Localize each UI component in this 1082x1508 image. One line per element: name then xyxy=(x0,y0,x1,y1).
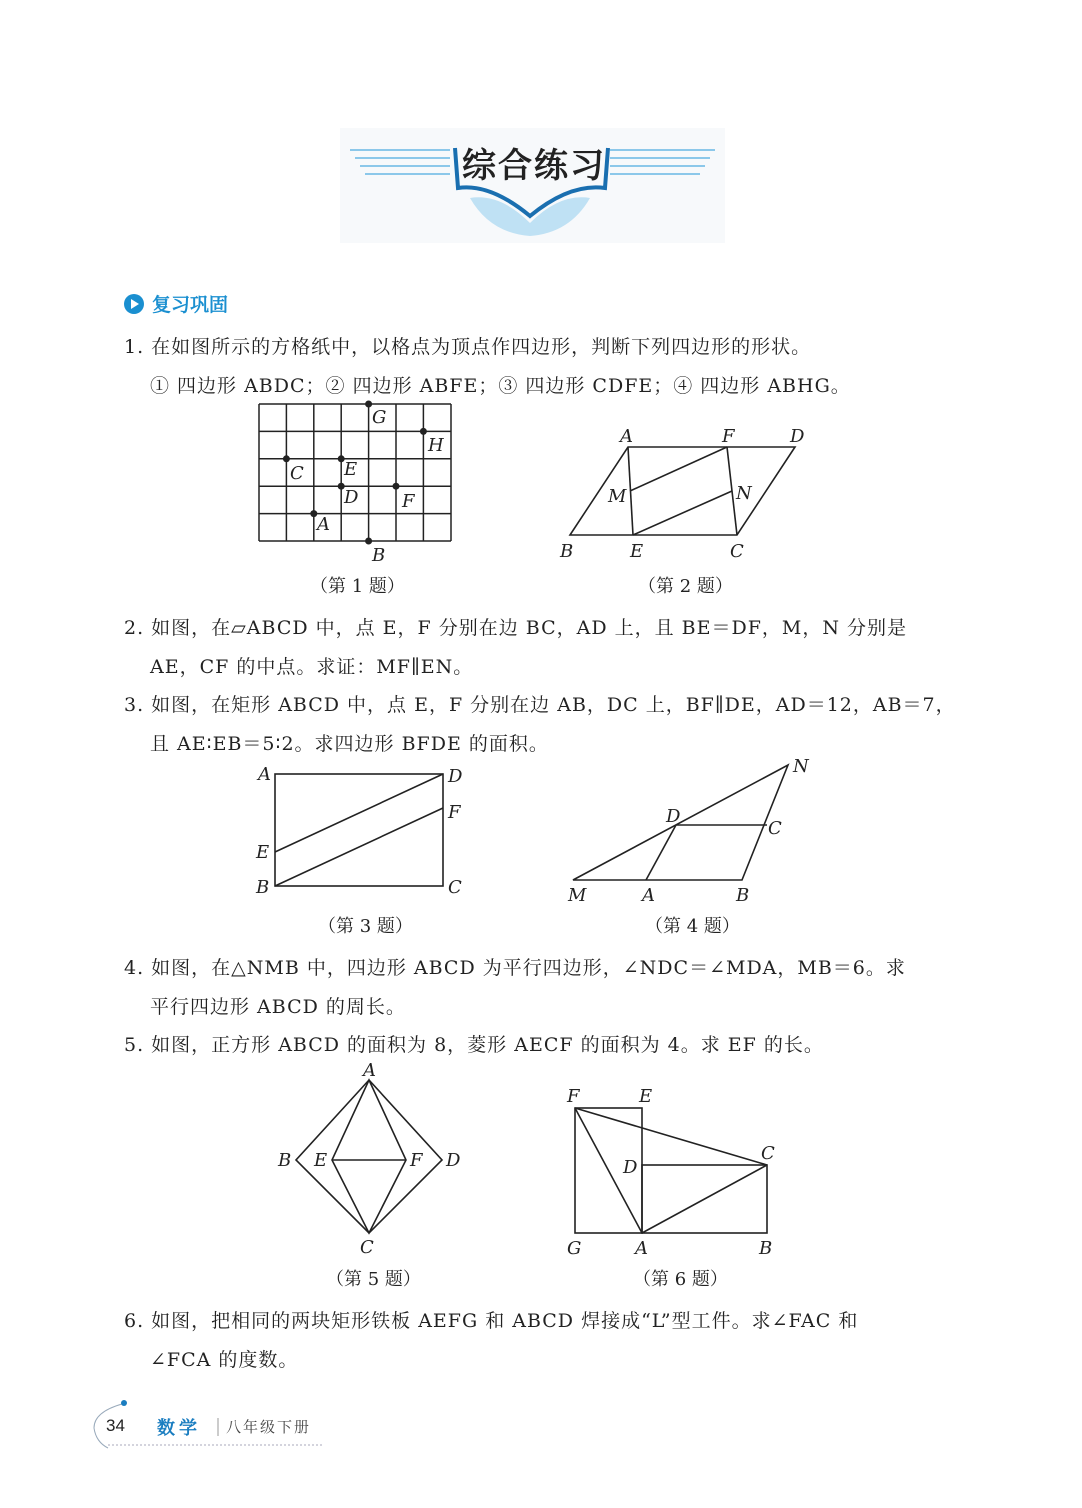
point-label: E xyxy=(256,842,270,863)
point-label: F xyxy=(448,802,461,823)
figure-3 xyxy=(250,760,480,905)
point-label: M xyxy=(608,486,627,507)
page-number: 34 xyxy=(106,1416,125,1435)
question-2-cont: AE，CF 的中点。求证：MF∥EN。 xyxy=(150,656,474,678)
point-label: C xyxy=(761,1143,775,1164)
point-label: E xyxy=(630,541,644,562)
point-label: F xyxy=(402,491,415,512)
figure-2 xyxy=(550,420,820,570)
question-3: 3. 如图，在矩形 ABCD 中，点 E，F 分别在边 AB，DC 上，BF∥DE，AD＝12，AB＝7， xyxy=(124,694,956,716)
point-label: E xyxy=(314,1150,328,1171)
question-6-cont: ∠FCA 的度数。 xyxy=(150,1349,299,1371)
point-label: A xyxy=(642,885,655,906)
caption-fig1: （第 1 题） xyxy=(310,576,405,597)
point-label: A xyxy=(363,1060,376,1081)
point-label: C xyxy=(290,463,304,484)
point-label: A xyxy=(620,426,633,447)
point-label: B xyxy=(736,885,750,906)
caption-fig6: （第 6 题） xyxy=(633,1269,728,1290)
question-6: 6. 如图，把相同的两块矩形铁板 AEFG 和 ABCD 焊接成“L”型工件。求∠FAC 和 xyxy=(124,1310,859,1332)
point-label: D xyxy=(344,487,359,508)
caption-fig3: （第 3 题） xyxy=(318,916,413,937)
point-label: D xyxy=(790,426,805,447)
question-5: 5. 如图，正方形 ABCD 的面积为 8，菱形 AECF 的面积为 4。求 EF 的长。 xyxy=(124,1034,824,1056)
point-label: C xyxy=(730,541,744,562)
point-label: E xyxy=(639,1086,653,1107)
point-label: D xyxy=(666,806,681,827)
point-label: F xyxy=(722,426,735,447)
point-label: F xyxy=(567,1086,580,1107)
section-heading xyxy=(124,290,228,317)
point-label: E xyxy=(344,459,358,480)
point-label: B xyxy=(372,545,386,566)
question-3-cont: 且 AE∶EB＝5∶2。求四边形 BFDE 的面积。 xyxy=(150,733,549,755)
section-title: 复习巩固 xyxy=(152,294,229,316)
point-label: C xyxy=(768,818,782,839)
point-label: D xyxy=(623,1157,638,1178)
caption-fig4: （第 4 题） xyxy=(645,916,740,937)
figure-4 xyxy=(560,752,820,907)
play-icon xyxy=(124,294,144,314)
point-label: C xyxy=(448,877,462,898)
point-label: G xyxy=(567,1238,582,1259)
figure-6 xyxy=(555,1080,795,1260)
point-label: H xyxy=(428,435,444,456)
point-label: A xyxy=(635,1238,648,1259)
question-1: 1. 在如图所示的方格纸中，以格点为顶点作四边形，判断下列四边形的形状。 xyxy=(124,336,812,358)
point-label: B xyxy=(256,877,270,898)
question-4-cont: 平行四边形 ABCD 的周长。 xyxy=(150,996,406,1018)
point-label: M xyxy=(568,885,587,906)
point-label: A xyxy=(317,514,330,535)
point-label: F xyxy=(410,1150,423,1171)
point-label: D xyxy=(448,766,463,787)
point-label: B xyxy=(278,1150,292,1171)
point-label: B xyxy=(560,541,574,562)
page-title: 综合练习 xyxy=(462,146,606,186)
caption-fig2: （第 2 题） xyxy=(638,576,733,597)
point-label: N xyxy=(736,483,752,504)
caption-fig5: （第 5 题） xyxy=(326,1269,421,1290)
subject-label: 数学 xyxy=(157,1418,201,1439)
point-label: A xyxy=(258,764,271,785)
question-1-items: ① 四边形 ABDC；② 四边形 ABFE；③ 四边形 CDFE；④ 四边形 ABHG。 xyxy=(150,375,851,397)
figure-1-grid xyxy=(250,395,470,570)
figure-5 xyxy=(270,1058,470,1258)
book-label: 八年级下册 xyxy=(226,1418,312,1436)
point-label: C xyxy=(360,1237,374,1258)
point-label: N xyxy=(793,756,809,777)
point-label: B xyxy=(759,1238,773,1259)
point-label: G xyxy=(372,407,387,428)
question-4: 4. 如图，在△NMB 中，四边形 ABCD 为平行四边形，∠NDC＝∠MDA，MB＝6。求 xyxy=(124,957,906,979)
point-label: D xyxy=(446,1150,461,1171)
question-2: 2. 如图，在▱ABCD 中，点 E，F 分别在边 BC，AD 上，且 BE＝DF，M，N 分别是 xyxy=(124,617,908,639)
